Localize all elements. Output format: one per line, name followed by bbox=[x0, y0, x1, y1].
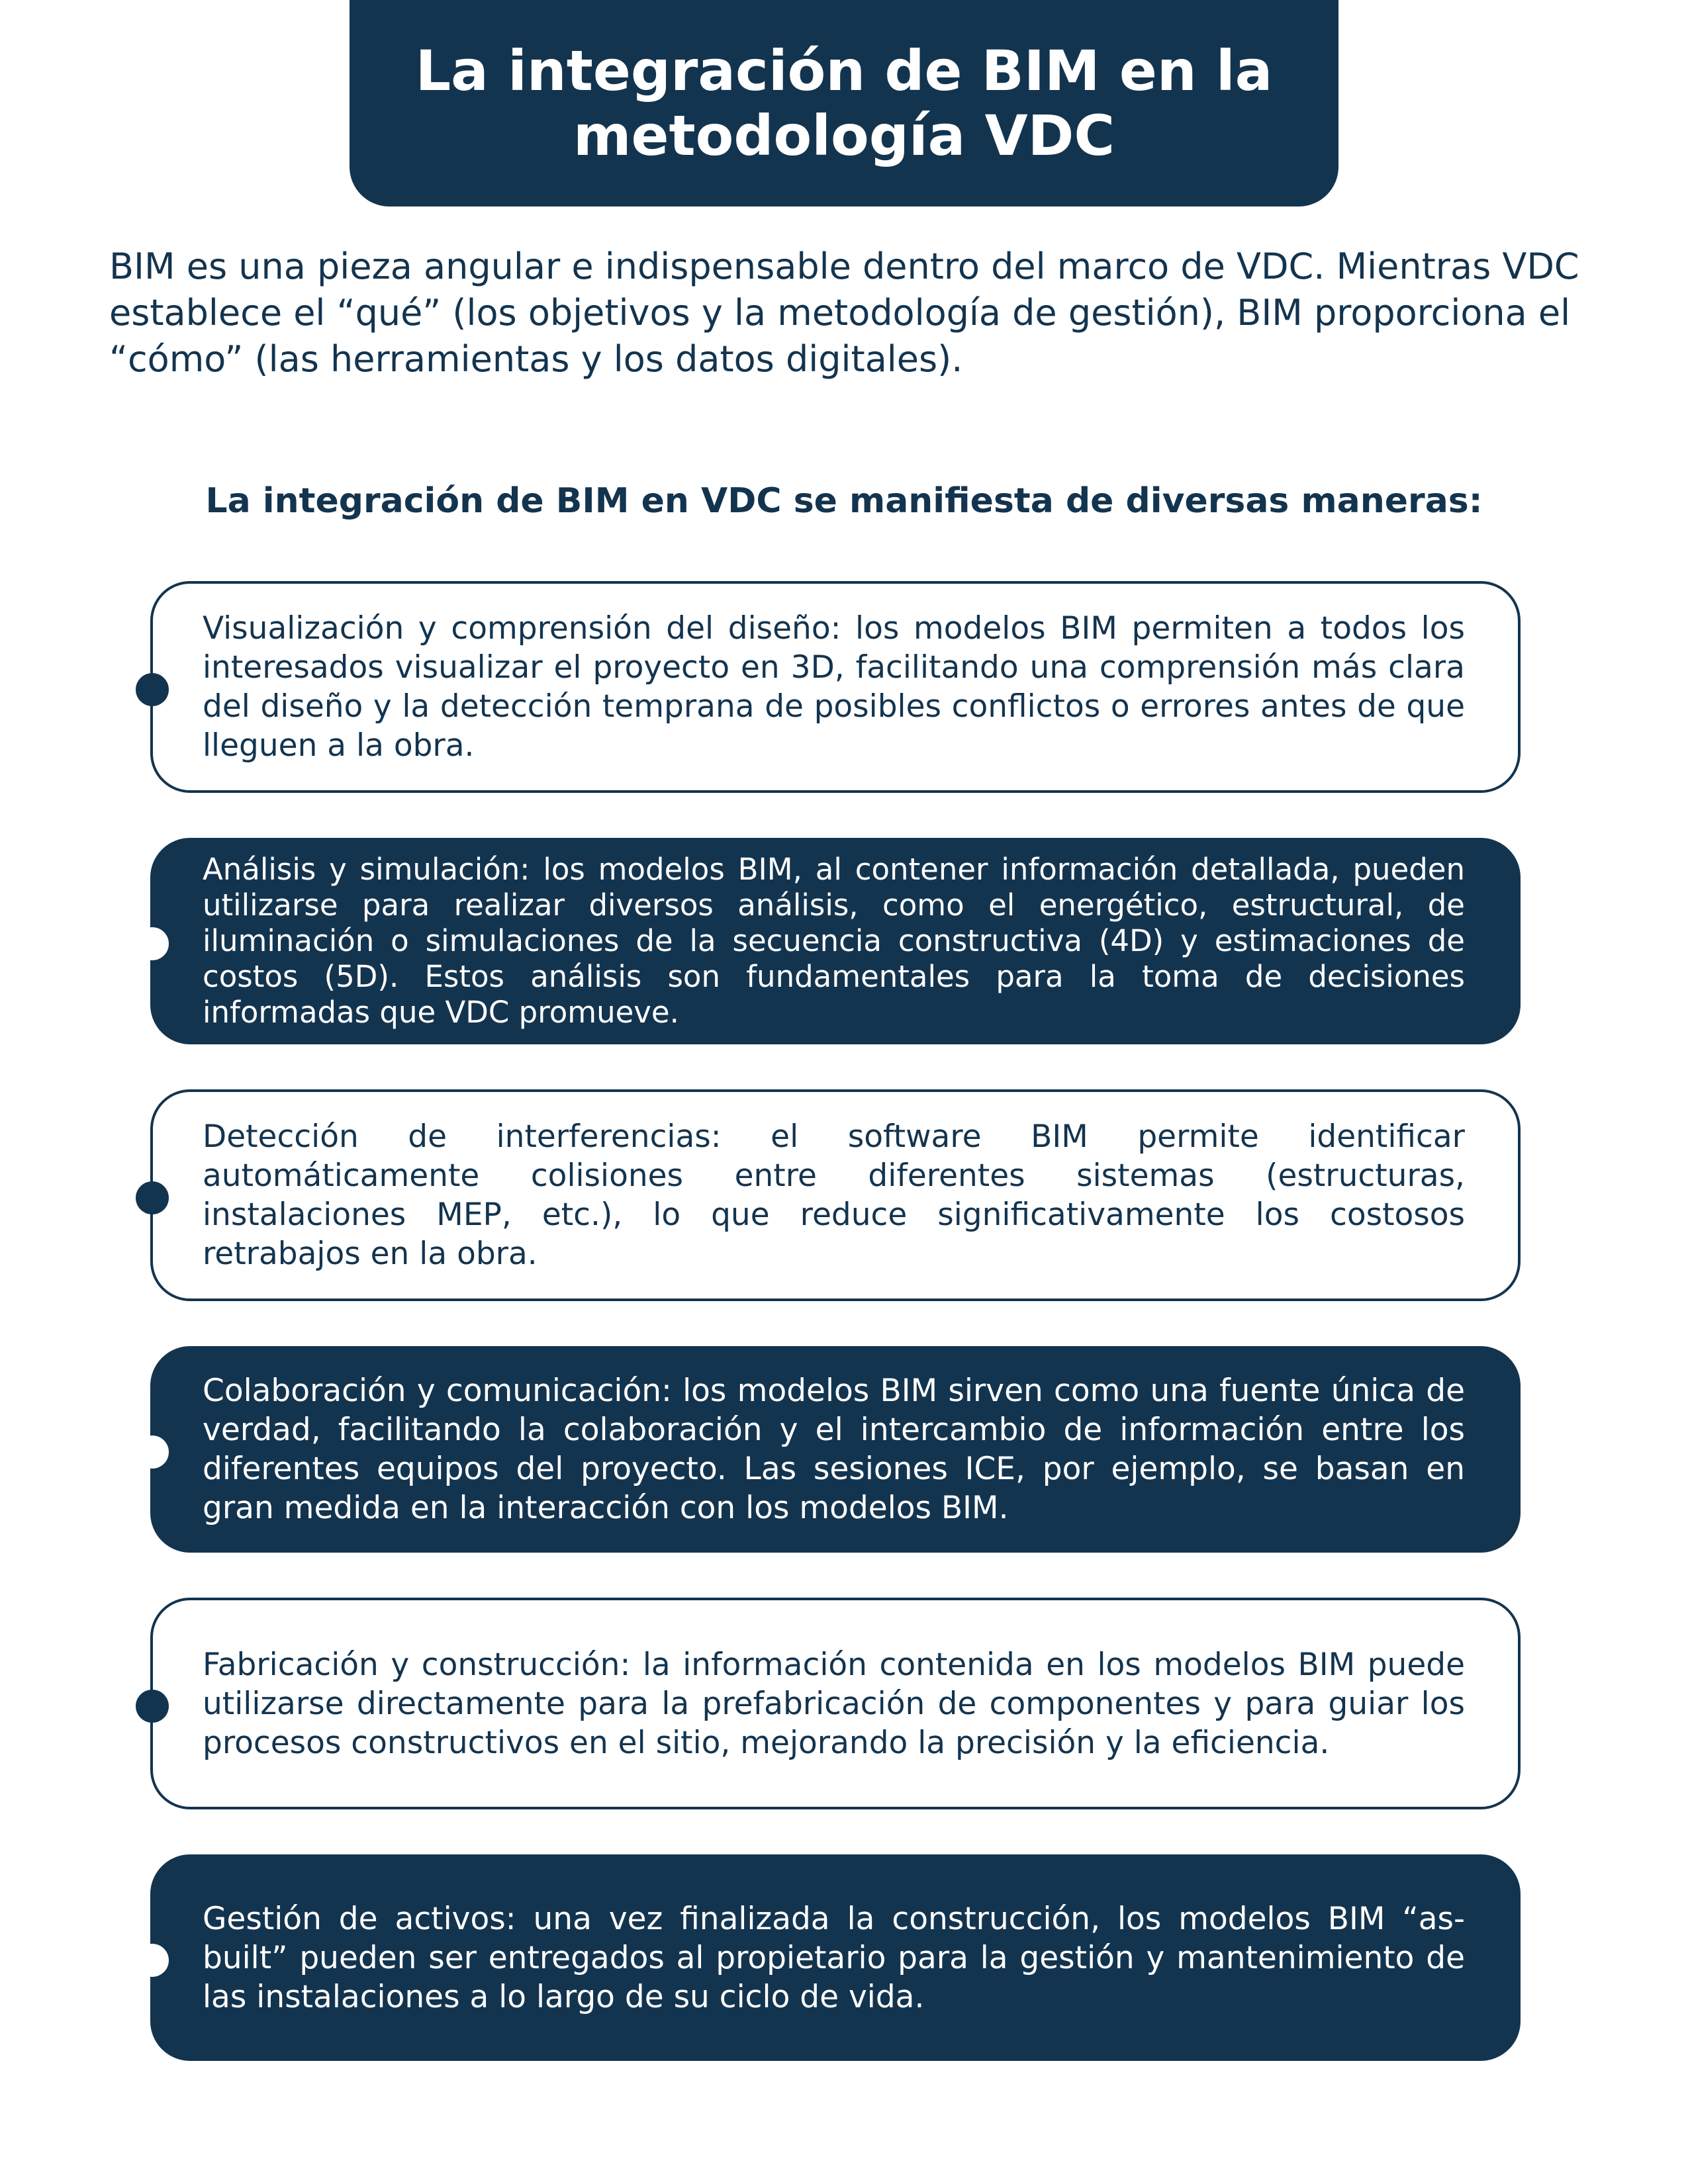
list-item-text: Detección de interferencias: el software BIM permite identificar automáticamente colisiones entre diferentes sistemas (estructuras, instalaciones MEP, etc.), lo que reduce significativamente los costosos retrabajos en la obra. bbox=[203, 1118, 1465, 1272]
list-item-text: Colaboración y comunicación: los modelos BIM sirven como una fuente única de verdad, facilitando la colaboración y el intercambio de información entre los diferentes equipos del proyecto. Las sesiones ICE, por ejemplo, se basan en gran medida en la interacción con los modelos BIM. bbox=[203, 1373, 1465, 1526]
bullet-dot-icon bbox=[136, 1181, 169, 1214]
intro-paragraph: BIM es una pieza angular e indispensable dentro del marco de VDC. Mientras VDC establece el “qué” (los objetivos y la metodología de gestión), BIM proporciona el “cómo” (las herramientas y los datos digitales). bbox=[109, 246, 1579, 380]
bullet-dot-icon bbox=[136, 673, 169, 706]
title-banner bbox=[350, 0, 1338, 206]
list-item-text: Visualización y comprensión del diseño: los modelos BIM permiten a todos los interesados visualizar el proyecto en 3D, facilitando una comprensión más clara del diseño y la detección temprana de posibles conflictos o errores antes de que lleguen a la obra. bbox=[203, 610, 1465, 764]
bullet-dot-icon bbox=[136, 1435, 169, 1469]
list-item bbox=[150, 838, 1521, 1044]
list-item-text: Fabricación y construcción: la información contenida en los modelos BIM puede utilizarse directamente para la prefabricación de componentes y para guiar los procesos constructivos en el sitio, mejorando la precisión y la eficiencia. bbox=[203, 1646, 1465, 1761]
list-item bbox=[150, 1346, 1521, 1553]
list-item-text: Gestión de activos: una vez finalizada la construcción, los modelos BIM “as-built” pueden ser entregados al propietario para la gestión y mantenimiento de las instalaciones a lo largo de su ciclo de vida. bbox=[203, 1900, 1465, 2015]
list-item bbox=[150, 581, 1521, 793]
bullet-dot-icon bbox=[136, 1944, 169, 1977]
bullet-dot-icon bbox=[136, 1690, 169, 1723]
page-title: La integración de BIM en la metodología VDC bbox=[415, 38, 1273, 168]
bullet-dot-icon bbox=[136, 927, 169, 960]
list-item bbox=[150, 1598, 1521, 1809]
section-subheading: La integración de BIM en VDC se manifiesta de diversas maneras: bbox=[205, 481, 1483, 521]
list-item bbox=[150, 1089, 1521, 1301]
list-item-text: Análisis y simulación: los modelos BIM, al contener información detallada, pueden utilizarse para realizar diversos análisis, como el energético, estructural, de iluminación o simulaciones de la secuencia constructiva (4D) y estimaciones de costos (5D). Estos análisis son fundamentales para la toma de decisiones informadas que VDC promueve. bbox=[203, 852, 1465, 1030]
list-item bbox=[150, 1854, 1521, 2061]
